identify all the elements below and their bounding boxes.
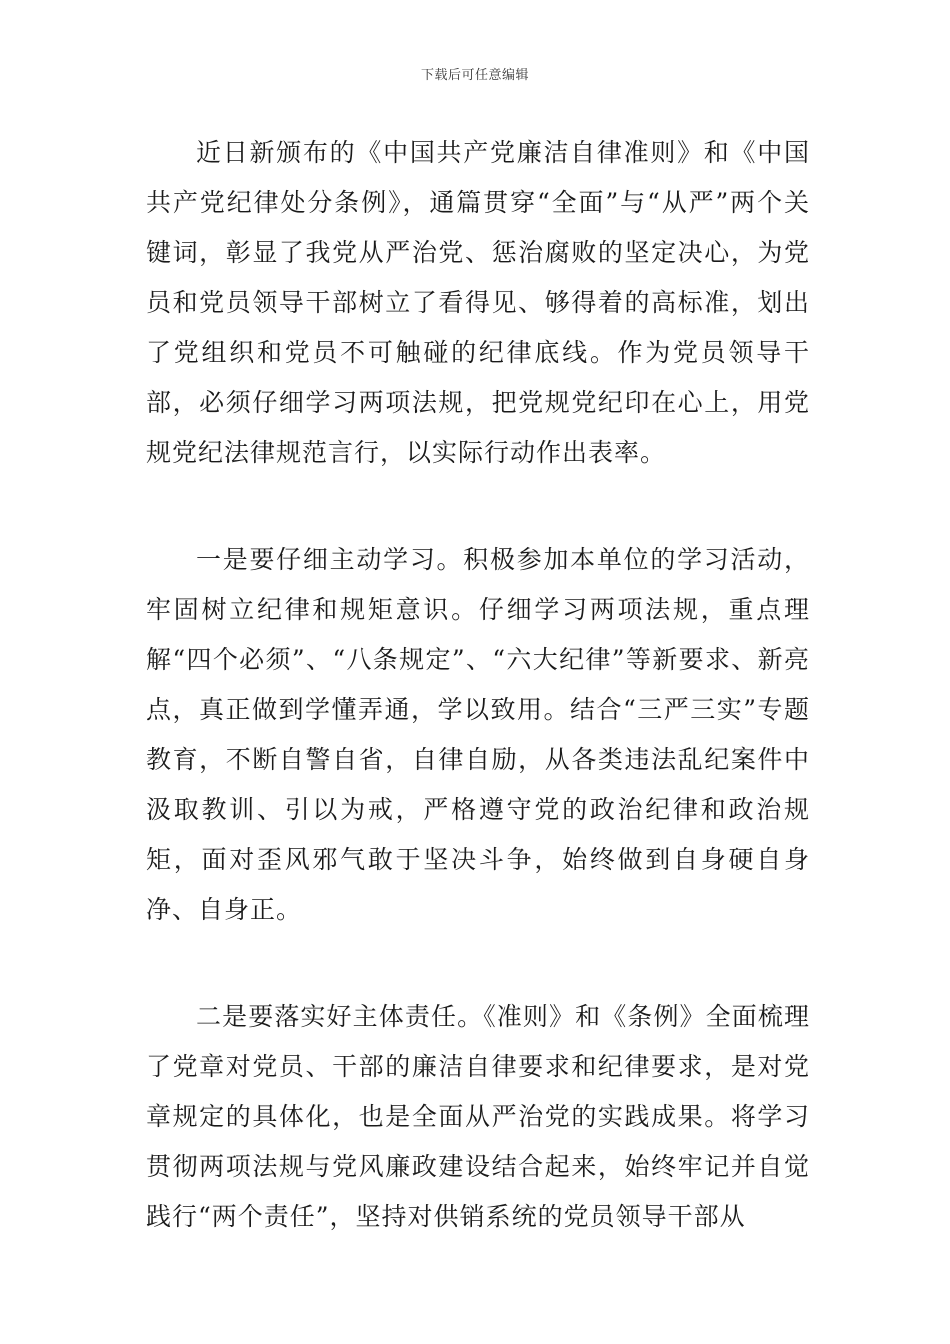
paragraph-intro: 近日新颁布的《中国共产党廉洁自律准则》和《中国共产党纪律处分条例》，通篇贯穿“全面”与“从严”两个关键词，彰显了我党从严治党、惩治腐败的坚定决心，为党员和党员领导干部树立了看得见、够得着的高标准，划出了党组织和党员不可触碰的纪律底线。作为党员领导干部，必须仔细学习两项法规，把党规党纪印在心上，用党规党纪法律规范言行，以实际行动作出表率。 bbox=[146, 138, 810, 467]
document-body bbox=[146, 128, 810, 1299]
paragraph-point-two: 二是要落实好主体责任。《准则》和《条例》全面梳理了党章对党员、干部的廉洁自律要求和纪律要求，是对党章规定的具体化，也是全面从严治党的实践成果。将学习贯彻两项法规与党风廉政建设结合起来，始终牢记并自觉践行“两个责任”，坚持对供销系统的党员领导干部从 bbox=[146, 1002, 810, 1231]
paragraph-point-one: 一是要仔细主动学习。积极参加本单位的学习活动，牢固树立纪律和规矩意识。仔细学习两项法规，重点理解“四个必须”、“八条规定”、“六大纪律”等新要求、新亮点，真正做到学懂弄通，学以致用。结合“三严三实”专题教育，不断自警自省，自律自励，从各类违法乱纪案件中汲取教训、引以为戒，严格遵守党的政治纪律和政治规矩，面对歪风邪气敢于坚决斗争，始终做到自身硬自身净、自身正。 bbox=[146, 545, 810, 924]
header-note: 下载后可任意编辑 bbox=[420, 68, 529, 83]
